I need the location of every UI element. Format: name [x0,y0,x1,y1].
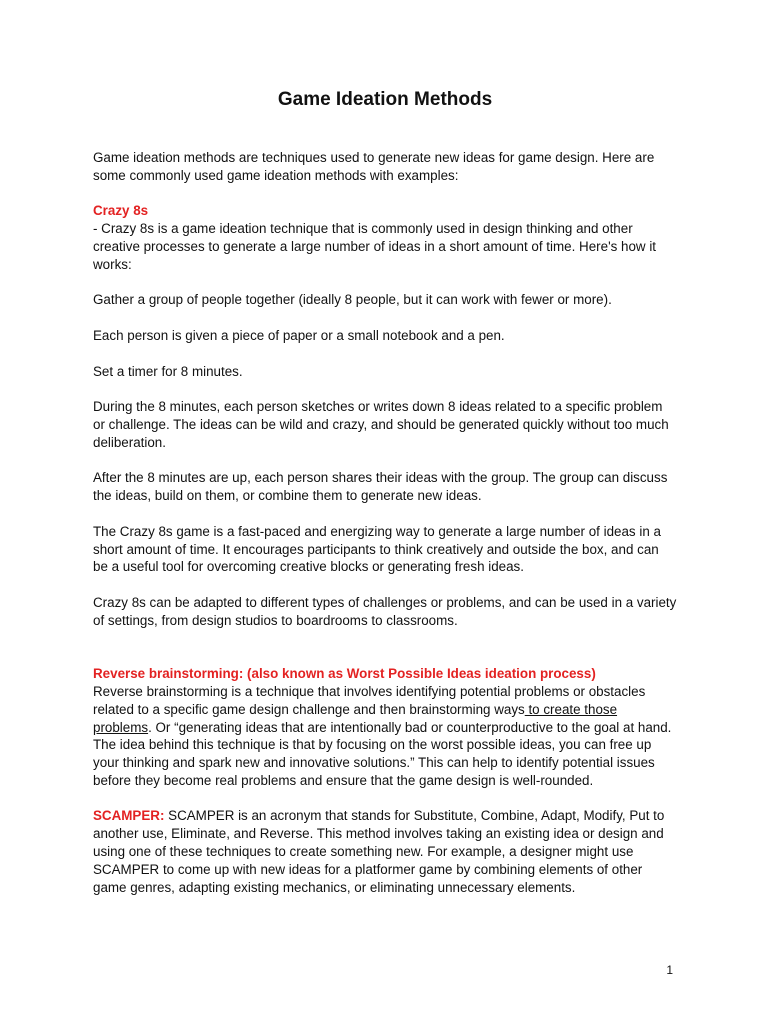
reverse-text-before: Reverse brainstorming is a technique that involves identifying potential problems or obstacles related to a specific game design challenge and then brainstorming ways [93,683,646,717]
page-number: 1 [666,963,673,977]
crazy8s-section [93,202,677,629]
scamper-paragraph [93,807,677,896]
reverse-brainstorming-section [93,665,677,790]
crazy8s-step-5: After the 8 minutes are up, each person shares their ideas with the group. The group can discuss the ideas, build on them, or combine them to generate new ideas. [93,470,668,504]
document-title: Game Ideation Methods [277,89,493,110]
reverse-text-after: . Or “generating ideas that are intentionally bad or counterproductive to the goal at hand. The idea behind this technique is that by focusing on the worst possible ideas, you can free up your thinking and spark new and innovative solutions.” This can help to identify potential issues before they become real problems and ensure that the game design is well-rounded. [93,719,672,788]
crazy8s-description: - Crazy 8s is a game ideation technique that is commonly used in design thinking and other creative processes to generate a large number of ideas in a short amount of time. Here's how it works: [93,221,657,272]
crazy8s-step-2: Each person is given a piece of paper or a small notebook and a pen. [93,327,505,343]
intro-paragraph: Game ideation methods are techniques used to generate new ideas for game design. Here are some commonly used game ideation methods with examples: [93,150,655,183]
crazy8s-adaptation: Crazy 8s can be adapted to different types of challenges or problems, and can be used in a variety of settings, from design studios to boardrooms to classrooms. [93,594,677,628]
crazy8s-step-1: Gather a group of people together (ideally 8 people, but it can work with fewer or more). [93,292,612,308]
scamper-heading: SCAMPER: [93,808,165,824]
crazy8s-step-4: During the 8 minutes, each person sketches or writes down 8 ideas related to a specific problem or challenge. The ideas can be wild and crazy, and should be generated quickly without too much deliberation. [93,399,669,450]
crazy8s-summary: The Crazy 8s game is a fast-paced and energizing way to generate a large number of ideas in a short amount of time. It encourages participants to think creatively and outside the box, and can be a useful tool for overcoming creative blocks or generating fresh ideas. [93,523,661,575]
reverse-underlined-text: to create those problems [93,701,618,735]
crazy8s-heading: Crazy 8s [93,203,149,219]
scamper-text: SCAMPER is an acronym that stands for Substitute, Combine, Adapt, Modify, Put to another use, Eliminate, and Reverse. This method involves taking an existing idea or design and using one of these techniques to create something new. For example, a designer might use SCAMPER to come up with new ideas for a platformer game by combining elements of other game genres, adapting existing mechanics, or eliminating unnecessary elements. [93,808,665,895]
reverse-brainstorming-paragraph [93,683,677,790]
document-page [93,88,677,914]
reverse-brainstorming-heading: Reverse brainstorming: (also known as Worst Possible Ideas ideation process) [93,666,596,682]
scamper-section [93,807,677,896]
crazy8s-step-3: Set a timer for 8 minutes. [93,363,243,379]
